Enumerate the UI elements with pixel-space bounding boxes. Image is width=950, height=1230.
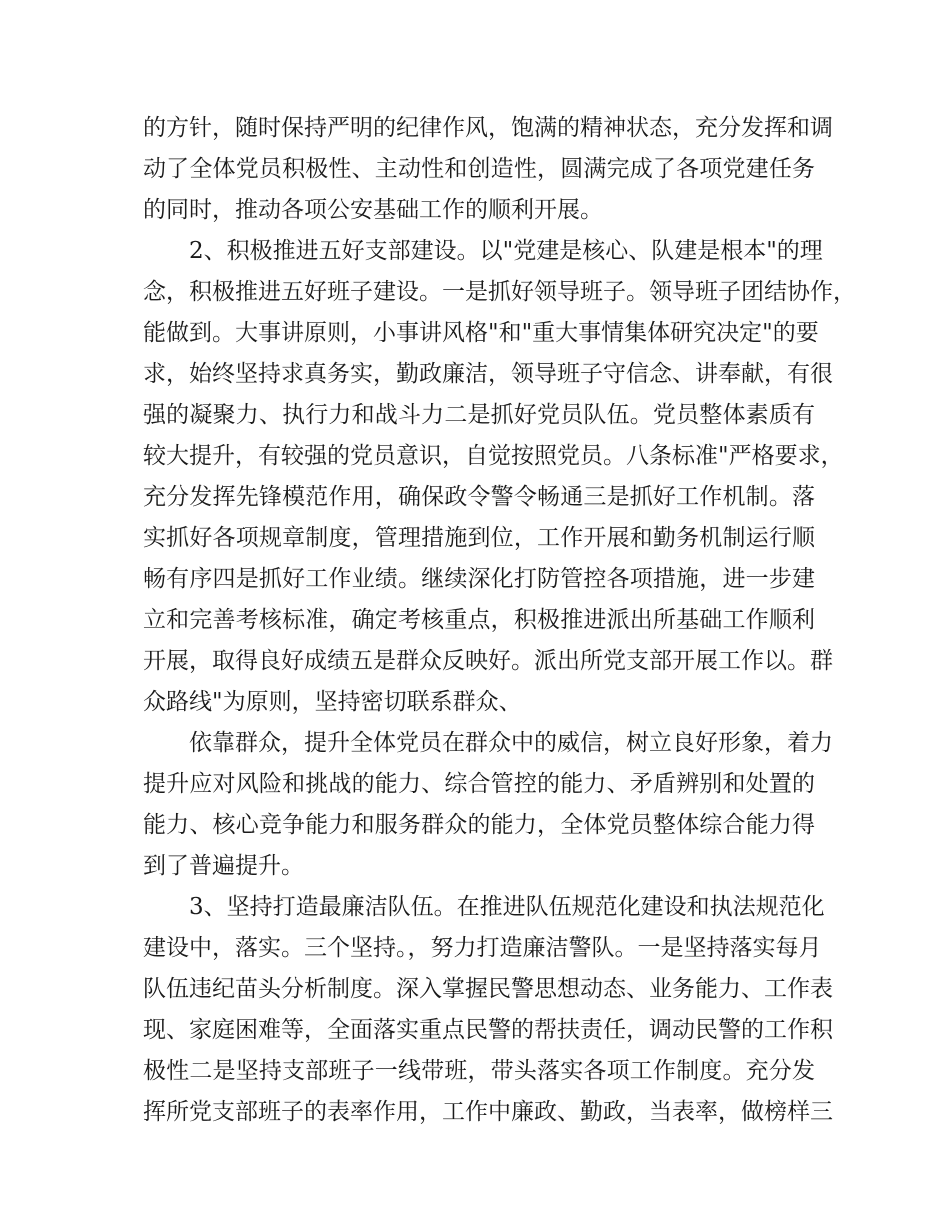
- text-line: 立和完善考核标准，确定考核重点，积极推进派出所基础工作顺利: [143, 607, 815, 633]
- paragraph: [143, 231, 856, 723]
- text-line: 求，始终坚持求真务实，勤政廉洁，领导班子守信念、讲奉献，有很: [143, 361, 833, 387]
- text-line: 能力、核心竞争能力和服务群众的能力，全体党员整体综合能力得: [143, 812, 815, 838]
- text-line: 开展，取得良好成绩五是群众反映好。派出所党支部开展工作以。群: [143, 648, 833, 674]
- text-line: 较大提升，有较强的党员意识，自觉按照党员。八条标准"严格要求，: [143, 443, 844, 469]
- text-line: 3、坚持打造最廉洁队伍。在推进队伍规范化建设和执法规范化: [189, 894, 825, 920]
- text-line: 现、家庭困难等，全面落实重点民警的帮扶责任，调动民警的工作积: [143, 1017, 833, 1043]
- text-line: 的同时，推动各项公安基础工作的顺利开展。: [143, 197, 603, 223]
- text-line: 建设中，落实。三个坚持。，努力打造廉洁警队。一是坚持落实每月: [143, 935, 822, 961]
- text-line: 强的凝聚力、执行力和战斗力二是抓好党员队伍。党员整体素质有: [143, 402, 815, 428]
- text-line: 念，积极推进五好班子建设。一是抓好领导班子。领导班子团结协作，: [143, 279, 856, 305]
- text-line: 充分发挥先锋模范作用，确保政令警令畅通三是抓好工作机制。落: [143, 484, 815, 510]
- text-line: 能做到。大事讲原则，小事讲风格"和"重大事情集体研究决定"的要: [143, 320, 819, 346]
- text-line: 众路线"为原则，坚持密切联系群众、: [143, 689, 522, 715]
- paragraph: [143, 108, 833, 231]
- text-line: 实抓好各项规章制度，管理措施到位，工作开展和勤务机制运行顺: [143, 525, 815, 551]
- paragraph: [143, 887, 833, 1133]
- text-line: 提升应对风险和挑战的能力、综合管控的能力、矛盾辨别和处置的: [143, 771, 815, 797]
- document-body: [143, 108, 856, 1133]
- paragraph: [143, 723, 833, 887]
- text-line: 挥所党支部班子的表率作用，工作中廉政、勤政，当表率，做榜样三: [143, 1099, 833, 1125]
- text-line: 畅有序四是抓好工作业绩。继续深化打防管控各项措施，进一步建: [143, 566, 815, 592]
- text-line: 2、积极推进五好支部建设。以"党建是核心、队建是根本"的理: [189, 238, 823, 264]
- text-line: 到了普遍提升。: [143, 853, 304, 879]
- text-line: 动了全体党员积极性、主动性和创造性，圆满完成了各项党建任务: [143, 156, 815, 182]
- text-line: 依靠群众，提升全体党员在群众中的威信，树立良好形象，着力: [189, 730, 833, 756]
- text-line: 的方针，随时保持严明的纪律作风，饱满的精神状态，充分发挥和调: [143, 115, 833, 141]
- text-line: 队伍违纪苗头分析制度。深入掌握民警思想动态、业务能力、工作表: [143, 976, 833, 1002]
- text-line: 极性二是坚持支部班子一线带班，带头落实各项工作制度。充分发: [143, 1058, 815, 1084]
